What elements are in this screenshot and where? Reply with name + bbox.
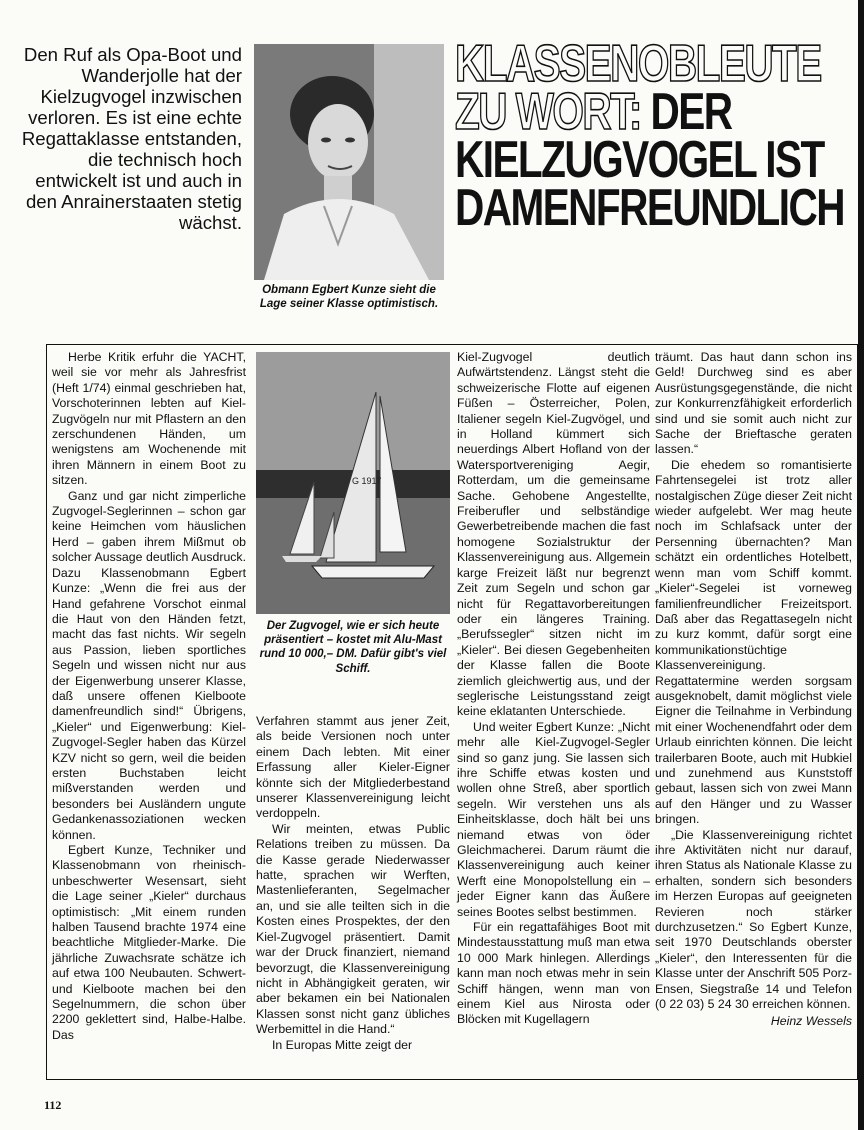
article-column-4 [655, 350, 852, 1030]
headline-line-4: DAMENFREUNDLICH [455, 179, 844, 237]
paragraph: Kiel-Zugvogel deutlich Aufwärtstendenz. Längst steht die schweizerische Flotte auf eigenen Füßen – Österreicher, Polen, Italiener segeln Kiel-Zugvögel, und in Holland kümmert sich neuerdings Albert Hofland von der Watersportvereniging Aegir, Rotterdam, um die gemeinsame Sache. Gehobene Angestellte, Freiberufler und selbständige Gewerbetreibende machen die fast homogene Sozialstruktur der Klassenvereinigung aus. Allgemein karge Freizeit läßt nur begrenzt Zeit zum Segeln und schon gar nicht für Regattavorbereitungen oder ein längeres Training. „Berufssegler“ sitzen nicht im „Kieler“. Bei diesen Gegebenheiten der Klasse fallen die Boote ziemlich gleichwertig aus, und der seglerische Leistungsstand zeigt keine eklatanten Unterschiede. [457, 350, 650, 719]
paragraph: träumt. Das haut dann schon ins Geld! Durchweg sind es aber Ausrüstungsgegenstände, die nicht zur Konkurrenzfähigkeit erforderlich sind und sie somit auch nicht zur Sache der Brieftasche geraten lassen.“ [655, 350, 852, 457]
paragraph: Herbe Kritik erfuhr die YACHT, weil sie vor mehr als Jahresfrist (Heft 1/74) einmal geschrieben hat, Vorschoterinnen lebten auf Kiel-Zugvögeln nur mit Pflastern an den zerschundenen Händen, um wenigstens am Wochenende mit ihren Männern in einem Boot zu sitzen. [52, 350, 246, 488]
headline [455, 35, 844, 237]
article-column-3 [457, 350, 650, 1028]
author-byline: Heinz Wessels [770, 1014, 852, 1029]
paragraph: Ganz und gar nicht zimperliche Zugvogel-Seglerinnen – schon gar keine Heimchen vom häuslichen Herd – gaben ihrem Mißmut ob solcher Aussage deutlich Ausdruck. Dazu Klassenobmann Egbert Kunze: „Wenn die frei aus der Hand gefahrene Vorschot einmal die Haut von den Händen fetzt, macht das fast nichts. Wir segeln aus Passion, lieben sportliches Segeln und wissen nicht nur aus der Eigenwerbung unserer Klasse, daß unsere offenen Kielboote damenfreundlich sind!“ Übrigens, „Kieler“ und Eigenwerbung: Kiel-Zugvogel-Segler haben das Kürzel KZV nicht so gern, weil die beiden ersten Buchstaben leicht mißverstanden werden und besonders bei Ausländern ungute Gedankenassoziationen wecken können. [52, 488, 246, 842]
article-column-1 [52, 350, 246, 1043]
sail-number: G 1917 [352, 476, 382, 486]
intro-text: Den Ruf als Opa-Boot und Wanderjolle hat der Kielzugvogel inzwischen verloren. Es ist eine echte Regattaklasse entstanden, die technisch hoch entwickelt ist und auch in den Anrainerstaaten stetig wächst. [21, 44, 242, 233]
portrait-photo [254, 44, 444, 280]
headline-line-2-outline: ZU WORT: [455, 83, 641, 141]
paragraph: Die ehedem so romantisierte Fahrtensegelei ist trotz aller nostalgischen Züge dieser Zeit nicht wieder aufgelebt. Wer mag heute noch im Schlafsack unter der Persenning übernachten? Man schätzt ein ordentliches Hotelbett, wenn man vom Schiff kommt. „Kieler“-Segelei ist vorneweg familienfreundlicher Freizeitsport. Daß aber das Regattasegeln nicht zu kurz kommt, dafür sorgt eine kommunikationstüchtige Klassenvereinigung. Regattatermine werden sorgsam ausgeknobelt, damit möglichst viele Eigner die Teilnahme in Verbindung mit einer Wochenendfahrt oder dem Urlaub einrichten können. Die leicht trailerbaren Boote, auch mit Hubkiel und zunehmend aus Kunststoff gebaut, lassen sich von zwei Mann auf den Hänger und zu Wasser bringen. [655, 457, 852, 827]
paragraph: In Europas Mitte zeigt der [272, 1037, 413, 1052]
page-number: 112 [44, 1098, 62, 1112]
page-edge [858, 0, 864, 1130]
sailboat-caption: Der Zugvogel, wie er sich heute präsentiert – kostet mit Alu-Mast rund 10 000,– DM. Dafür gibt's viel Schiff. [259, 620, 447, 675]
paragraph: Verfahren stammt aus jener Zeit, als beide Versionen noch unter einem Dach lebten. Mit einer Erfassung aller Kieler-Eigner könnte sich der Mitgliederbestand unserer Klassenvereinigung leicht verdoppeln. [256, 714, 450, 821]
portrait-caption: Obmann Egbert Kunze sieht die Lage seiner Klasse optimistisch. [259, 284, 439, 310]
sailboat-photo [256, 352, 450, 614]
article-column-2 [256, 714, 450, 1053]
paragraph: Wir meinten, etwas Public Relations treiben zu müssen. Da die Kasse gerade Niederwasser hatte, sprachen wir Werften, Mastenlieferanten, Segelmacher an, und sie alle teilten sich in die Kosten eines Prospektes, der den Kiel-Zugvogel präsentiert. Damit war der Druck finanziert, niemand bevorzugt, die Klassenvereinigung nicht in Abhängigkeit geraten, wir aber bekamen ein bei Nationalen Klassen sonst nicht ganz übliches Werbemittel in die Hand.“ [256, 821, 450, 1037]
paragraph: Für ein regattafähiges Boot mit Mindestausstattung muß man etwa 10 000 Mark hinlegen. Allerdings kann man noch etwas mehr in sein Schiff hängen, wenn man von einem Kiel aus Nirosta oder Blöcken mit Kugellagern [457, 920, 650, 1027]
paragraph: Egbert Kunze, Techniker und Klassenobmann von rheinisch-unbeschwerter Wesensart, sieht die Lage seiner „Kieler“ durchaus optimistisch: „Mit einem runden halben Tausend brachte 1974 eine beachtliche Mitglieder-Marke. Die jährliche Zuwachsrate schätze ich auf etwa 100 Neubauten. Schwert- und Kielboote machen bei den Segelnummern, die schon über 2200 geklettert sind, Halbe-Halbe. Das [52, 843, 246, 1042]
headline-line-3: KIELZUGVOGEL IST [455, 131, 824, 189]
headline-line-2-solid: DER [650, 83, 732, 141]
headline-line-1: KLASSENOBLEUTE [455, 35, 821, 93]
paragraph: Und weiter Egbert Kunze: „Nicht mehr alle Kiel-Zugvogel-Segler sind so ganz jung. Sie lassen sich ihre Schiffe etwas kosten und wollen ohne Streß, aber sportlich segeln. Wir verstehen uns als Einheitsklasse, doch hält bei uns niemand etwas von öder Gleichmacherei. Darum räumt die Klassenvereinigung auch keiner Werft eine Monopolstellung ein – jeder Eigner kann das Äußere seines Bootes selbst bestimmen. [457, 719, 650, 919]
paragraph: „Die Klassenvereinigung richtet ihre Aktivitäten nicht nur darauf, ihren Status als Nationale Klasse zu erhalten, sondern sich besonders im Herzen Europas auf geeigneten Revieren noch stärker durchzusetzen.“ So Egbert Kunze, seit 1970 Deutschlands oberster „Kieler“, den Interessenten für die Klasse unter der Anschrift 505 Porz-Ensen, Siegstraße 14 und Telefon (0 22 03) 5 24 30 erreichen können. [655, 827, 852, 1012]
